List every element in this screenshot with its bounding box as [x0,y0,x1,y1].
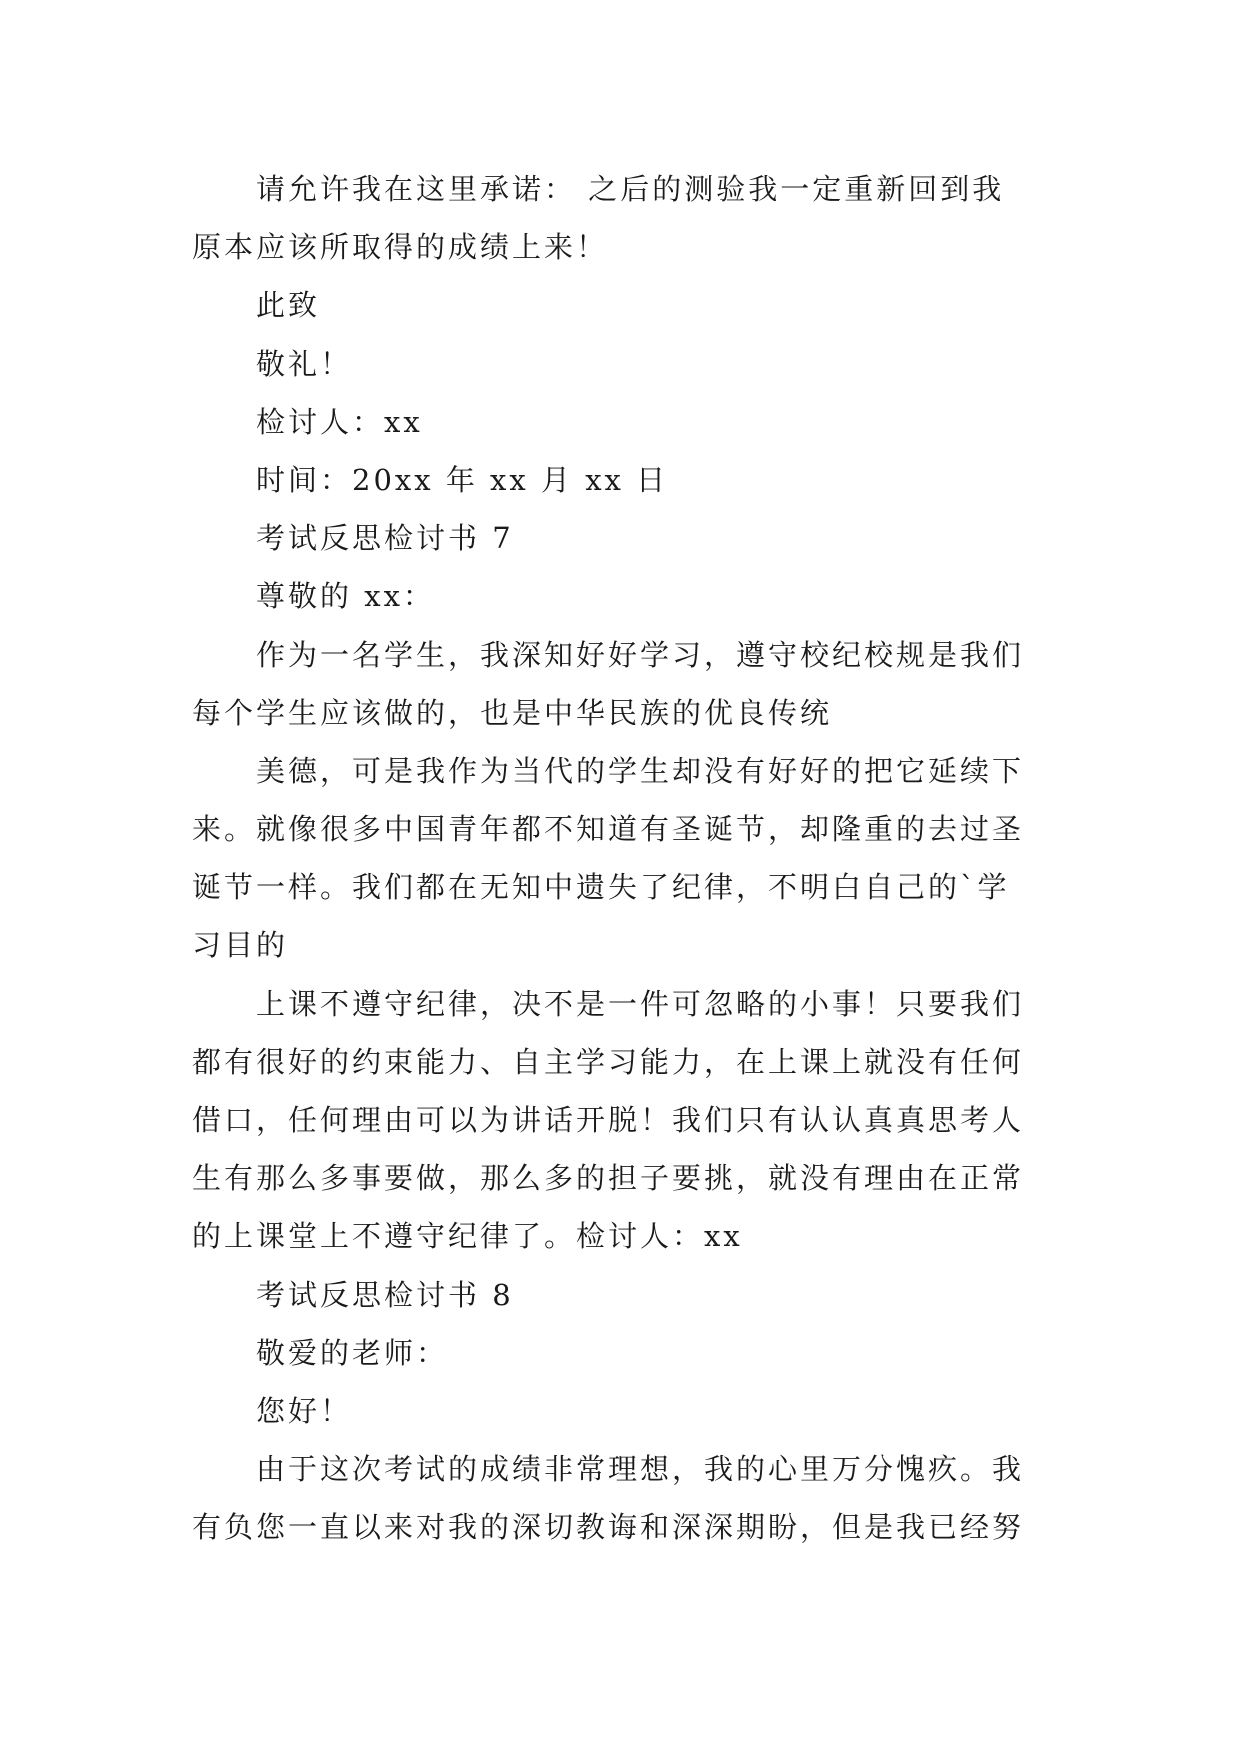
paragraph-line: 请允许我在这里承诺： 之后的测验我一定重新回到我 [256,172,1005,206]
section-title: 考试反思检讨书 8 [256,1277,514,1312]
paragraph-line: 都有很好的约束能力、自主学习能力，在上课上就没有任何 [192,1044,1025,1079]
closing-salutation: 此致 [256,288,321,323]
paragraph-line: 借口，任何理由可以为讲话开脱！我们只有认认真真思考人 [192,1103,1025,1137]
paragraph-line: 美德，可是我作为当代的学生却没有好好的把它延续下 [256,753,1025,788]
date-line: 时间：20xx 年 xx 月 xx 日 [256,462,669,497]
paragraph-line: 原本应该所取得的成绩上来！ [192,230,609,265]
paragraph-line: 作为一名学生，我深知好好学习，遵守校纪校规是我们 [256,637,1025,672]
signature-line: 检讨人：xx [256,404,423,439]
paragraph-line: 来。就像很多中国青年都不知道有圣诞节，却隆重的去过圣 [192,812,1025,847]
document-body [192,160,1052,1557]
section-title: 考试反思检讨书 7 [256,521,514,556]
paragraph-line: 有负您一直以来对我的深切教诲和深深期盼，但是我已经努 [192,1510,1025,1545]
paragraph-line: 由于这次考试的成绩非常理想，我的心里万分愧疚。我 [256,1452,1025,1487]
greeting-line: 尊敬的 xx： [256,579,435,614]
greeting-line: 敬爱的老师： [256,1335,449,1370]
paragraph-line: 上课不遵守纪律，决不是一件可忽略的小事！只要我们 [256,986,1025,1021]
paragraph-line: 的上课堂上不遵守纪律了。检讨人：xx [192,1219,743,1254]
paragraph-line: 诞节一样。我们都在无知中遗失了纪律，不明白自己的`学 [192,870,1010,905]
paragraph-line: 习目的 [192,928,289,963]
greeting-line: 您好！ [256,1393,353,1428]
paragraph-line: 生有那么多事要做，那么多的担子要挑，就没有理由在正常 [192,1161,1025,1196]
paragraph-line: 每个学生应该做的，也是中华民族的优良传统 [192,695,833,730]
closing-regards: 敬礼！ [256,346,353,381]
